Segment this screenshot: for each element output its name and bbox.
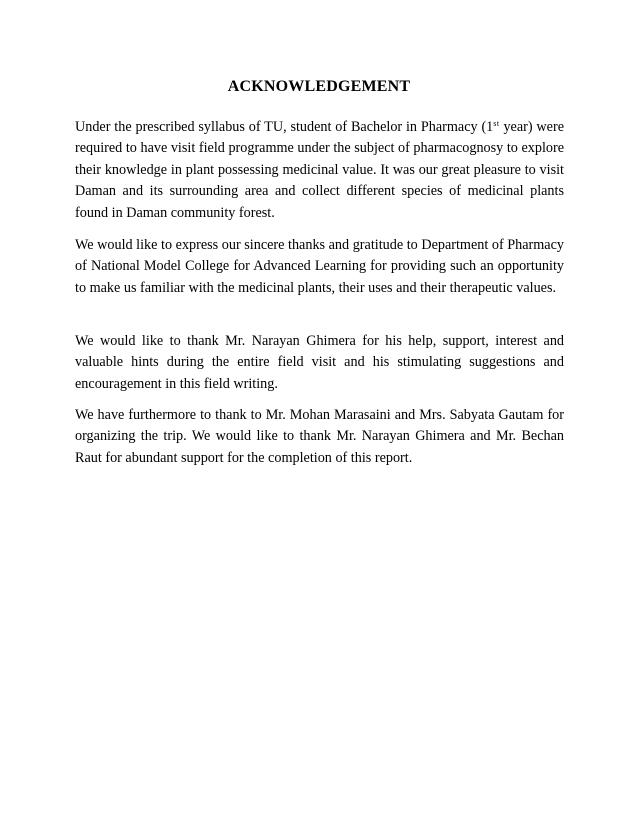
paragraph-thanks-organizers: We have furthermore to thank to Mr. Mohan Marasaini and Mrs. Sabyata Gautam for organizing the trip. We would like to thank Mr. Narayan Ghimera and Mr. Bechan Raut for abundant support for the completion of this report. bbox=[75, 407, 564, 466]
paragraph-intro-text-end: year) were required to have visit field programme under the subject of pharmacognosy to explore their knowledge in plant possessing medicinal value. It was our great pleasure to visit Daman and its surrounding area and collect different species of medicinal plants found in Daman community forest. bbox=[75, 119, 564, 221]
page-title: ACKNOWLEDGEMENT bbox=[227, 78, 411, 95]
paragraph-thanks-department: We would like to express our sincere thanks and gratitude to Department of Pharmacy of National Model College for Advanced Learning for providing such an opportunity to make us familiar with the medicinal plants, their uses and their therapeutic values. bbox=[75, 237, 564, 296]
paragraph-thanks-supervisor: We would like to thank Mr. Narayan Ghimera for his help, support, interest and valuable hints during the entire field visit and his stimulating suggestions and encouragement in this field writing. bbox=[75, 333, 564, 392]
paragraph-intro bbox=[75, 117, 564, 224]
ordinal-superscript: st bbox=[493, 119, 500, 128]
paragraph-intro-text-start: Under the prescribed syllabus of TU, student of Bachelor in Pharmacy (1 bbox=[75, 119, 494, 135]
